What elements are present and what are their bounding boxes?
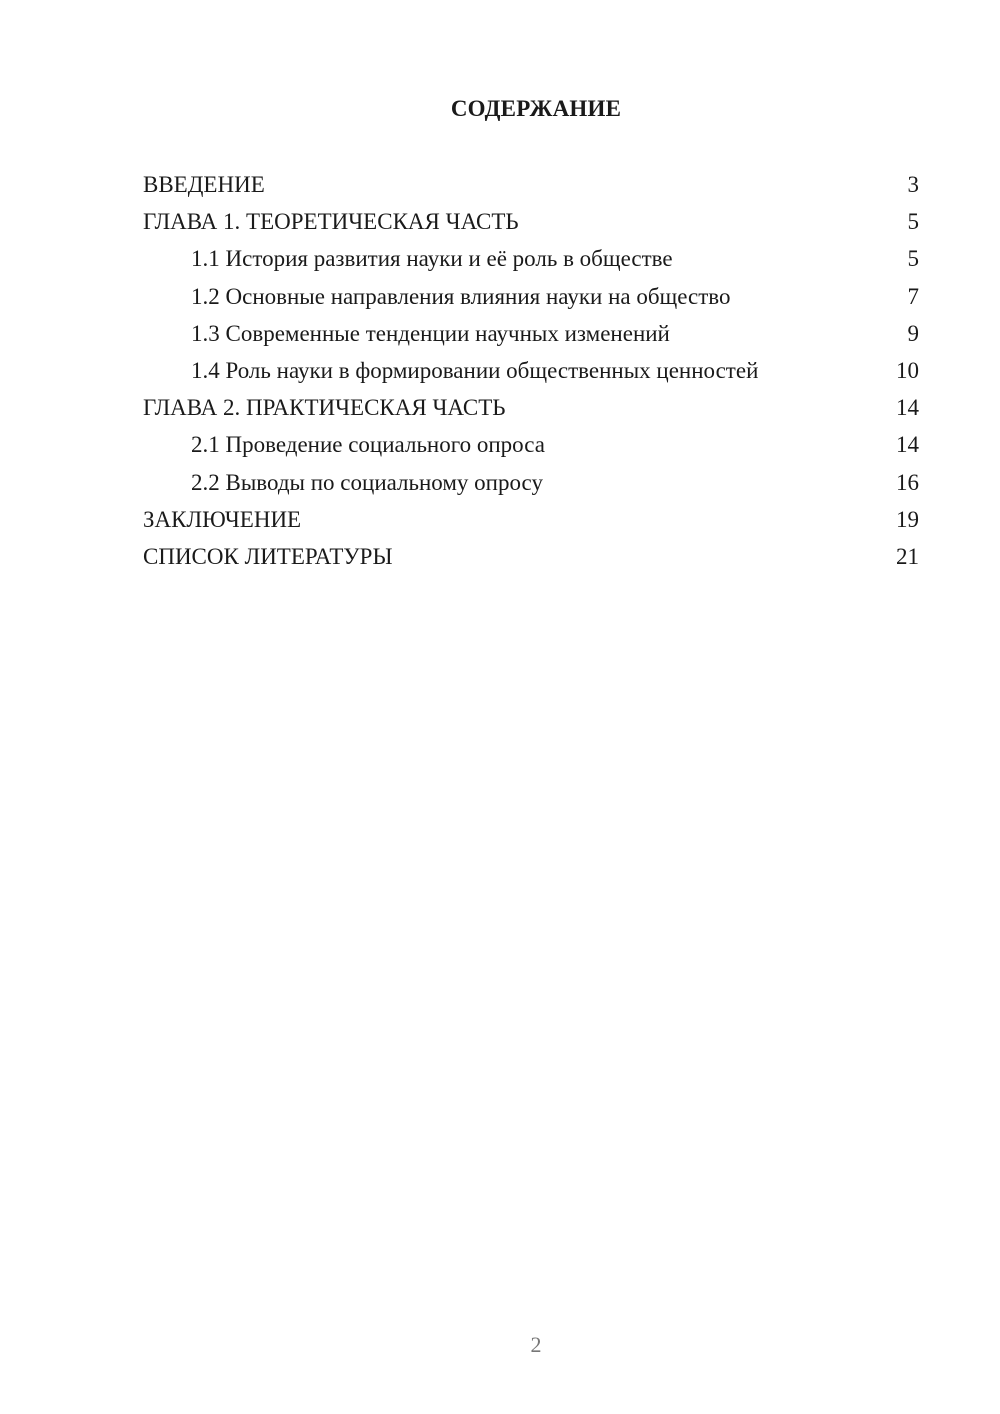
toc-entry-page: 3 xyxy=(907,172,919,197)
toc-entry-label: 2.2 Выводы по социальному опросу xyxy=(191,469,543,495)
toc-entry xyxy=(143,501,919,538)
toc-subentry xyxy=(143,464,919,501)
toc-entry xyxy=(143,389,919,426)
toc-entry-label: ВВЕДЕНИЕ xyxy=(143,172,265,197)
toc-subentry xyxy=(143,278,919,315)
toc-entry-page: 19 xyxy=(896,506,919,532)
toc-entry-page: 5 xyxy=(907,209,919,235)
toc-title: СОДЕРЖАНИЕ xyxy=(450,96,622,121)
toc-entry xyxy=(143,166,919,203)
toc-entry-label: ЗАКЛЮЧЕНИЕ xyxy=(143,506,302,532)
toc-subentry xyxy=(143,315,919,352)
toc-entry-page: 7 xyxy=(907,283,919,309)
toc-entry xyxy=(143,203,919,240)
toc-entry-label: 1.4 Роль науки в формировании общественных ценностей xyxy=(191,357,759,383)
toc-entry-label: ГЛАВА 1. ТЕОРЕТИЧЕСКАЯ ЧАСТЬ xyxy=(143,209,519,235)
toc-entry-label: 1.2 Основные направления влияния науки на общество xyxy=(191,283,731,309)
toc-entry-label: 1.1 История развития науки и её роль в обществе xyxy=(191,246,673,272)
toc-entry-page: 9 xyxy=(907,320,919,346)
toc-entry-page: 5 xyxy=(907,246,919,272)
toc-entry-page: 14 xyxy=(896,395,919,421)
toc-entry-page: 16 xyxy=(896,469,919,495)
toc-entry xyxy=(143,538,919,575)
toc-entry-page: 14 xyxy=(896,432,919,458)
toc-entry-page: 21 xyxy=(896,543,919,569)
toc-entry-label: ГЛАВА 2. ПРАКТИЧЕСКАЯ ЧАСТЬ xyxy=(143,395,506,421)
toc-subentry xyxy=(143,240,919,277)
toc-subentry xyxy=(143,426,919,463)
toc-entry-label: 1.3 Современные тенденции научных изменений xyxy=(191,320,670,346)
toc-subentry xyxy=(143,352,919,389)
toc-entry-label: СПИСОК ЛИТЕРАТУРЫ xyxy=(143,543,393,569)
page-number: 2 xyxy=(530,1332,542,1357)
table-of-contents xyxy=(143,166,919,575)
toc-entry-page: 10 xyxy=(896,357,919,383)
toc-entry-label: 2.1 Проведение социального опроса xyxy=(191,432,545,458)
